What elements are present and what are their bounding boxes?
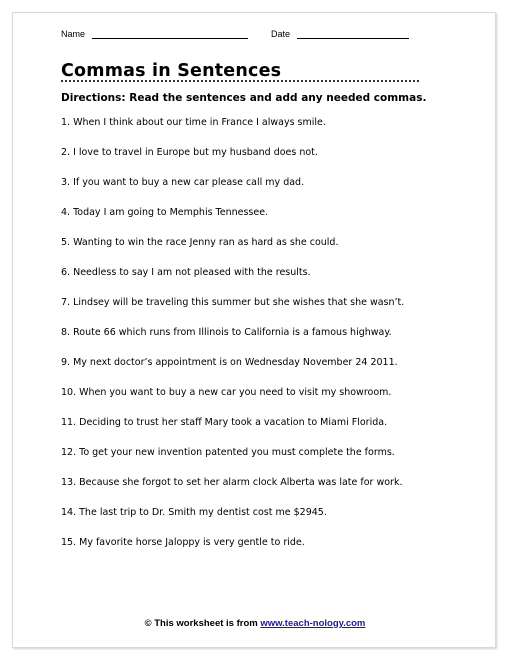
question-item: 1. When I think about our time in France I always smile.: [61, 117, 326, 128]
footer-link[interactable]: www.teach-nology.com: [260, 618, 366, 629]
question-item: 13. Because she forgot to set her alarm clock Alberta was late for work.: [61, 477, 403, 488]
question-item: 7. Lindsey will be traveling this summer but she wishes that she wasn’t.: [61, 297, 405, 308]
question-item: 2. I love to travel in Europe but my husband does not.: [61, 147, 318, 158]
date-label: Date: [271, 29, 291, 39]
question-item: 14. The last trip to Dr. Smith my dentist cost me $2945.: [61, 507, 327, 518]
directions-text: Directions: Read the sentences and add any needed commas.: [61, 92, 427, 104]
name-label: Name: [61, 29, 86, 39]
question-list: [61, 117, 481, 567]
question-item: 8. Route 66 which runs from Illinois to California is a famous highway.: [61, 327, 392, 338]
question-item: 3. If you want to buy a new car please call my dad.: [61, 177, 305, 188]
name-blank: [92, 29, 248, 39]
question-item: 9. My next doctor’s appointment is on Wednesday November 24 2011.: [61, 357, 398, 368]
question-item: 12. To get your new invention patented you must complete the forms.: [61, 447, 395, 458]
title-underline: [61, 80, 419, 82]
question-item: 5. Wanting to win the race Jenny ran as hard as she could.: [61, 237, 339, 248]
question-item: 15. My favorite horse Jaloppy is very gentle to ride.: [61, 537, 305, 548]
question-item: 4. Today I am going to Memphis Tennessee.: [61, 207, 269, 218]
footer: [0, 618, 510, 629]
header-fields: [61, 29, 409, 39]
date-blank: [297, 29, 409, 39]
footer-text: © This worksheet is from: [144, 618, 258, 629]
question-item: 11. Deciding to trust her staff Mary took a vacation to Miami Florida.: [61, 417, 388, 428]
question-item: 10. When you want to buy a new car you need to visit my showroom.: [61, 387, 392, 398]
question-item: 6. Needless to say I am not pleased with the results.: [61, 267, 311, 278]
page-title: Commas in Sentences: [61, 61, 282, 81]
